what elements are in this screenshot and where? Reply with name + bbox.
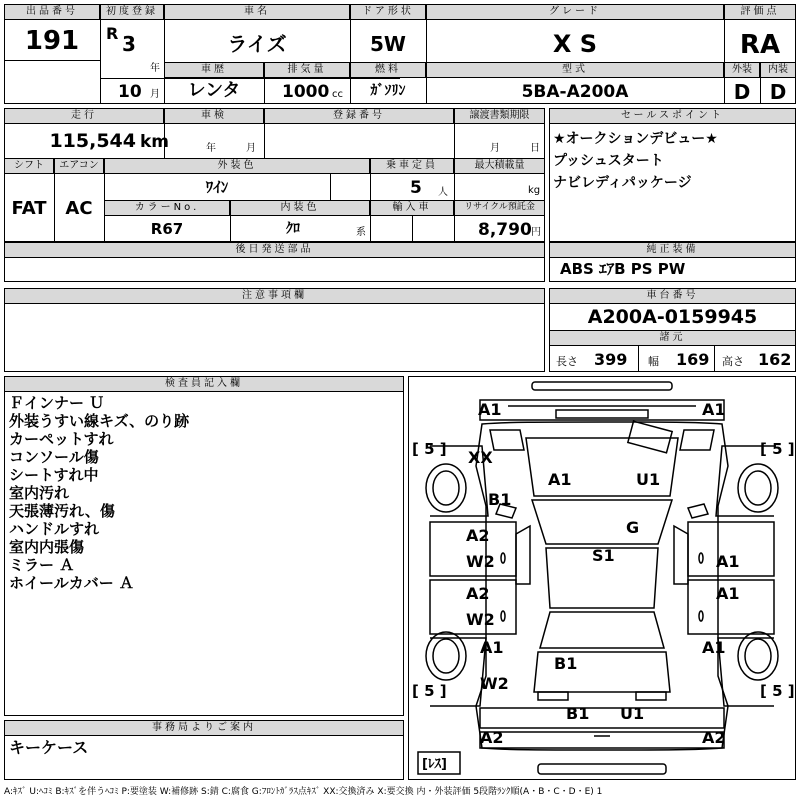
int-header: 内装 [760, 62, 796, 78]
reg-year: 3 [122, 32, 136, 56]
equipment-header: 純正装備 [549, 242, 796, 258]
width-value: 169 [676, 350, 710, 369]
later-parts-header: 後日発送部品 [4, 242, 545, 258]
history-value: レンタ [187, 80, 241, 101]
recycle-value: 8,790 [478, 220, 532, 240]
tire-rr: [ 5 ] [760, 682, 795, 700]
mark-front-right-door: A1 [716, 552, 740, 571]
car-diagram [408, 376, 796, 780]
inspector-note: 天張薄汚れ、傷 [9, 502, 115, 520]
disp-value: 1000 [282, 82, 330, 102]
mark-front-left-door-a: A2 [466, 526, 490, 545]
disp-unit: cc [332, 89, 343, 100]
mileage-value: 115,544 [49, 130, 136, 152]
seats-value: 5 [410, 178, 422, 198]
inspector-note: 外装うすい線キズ、のり跡 [9, 412, 190, 430]
mileage-header: 走行 [4, 108, 164, 124]
notes-header: 注意事項欄 [4, 288, 545, 304]
int-value: D [769, 80, 787, 104]
doors-header: ドア形状 [350, 4, 426, 20]
inspector-note: Ｆインナー Ｕ [9, 394, 105, 412]
int-color-unit: 系 [356, 227, 366, 238]
mark-rear-bumper-right: A2 [702, 728, 726, 747]
doors-value: 5W [370, 32, 406, 56]
int-color-value: ｸﾛ [286, 221, 300, 237]
model-value: 5BA-A200A [521, 82, 629, 102]
equipment-value: ABS ｴｱB PS PW [560, 260, 686, 278]
shift-value: FAT [11, 198, 47, 219]
ext-color-header: 外装色 [104, 158, 370, 174]
ac-value: AC [65, 198, 93, 219]
transfer-header: 譲渡書類期限 [454, 108, 545, 124]
era-label: R [106, 24, 119, 43]
recycle-unit: 円 [531, 227, 541, 238]
height-label: 高さ [722, 355, 744, 368]
grade-value: X S [552, 30, 598, 58]
inspector-header: 検査員記入欄 [4, 376, 404, 392]
inspector-note: ミラー Ａ [9, 556, 75, 574]
year-unit: 年 [150, 63, 160, 74]
inspector-note: 室内内張傷 [9, 538, 85, 556]
inspector-note: コンソール傷 [9, 448, 99, 466]
car-name: ライズ [227, 32, 287, 56]
ext-value: D [733, 80, 751, 104]
lot-header: 出品番号 [4, 4, 100, 20]
fuel-header: 燃料 [350, 62, 426, 78]
sales-point-3: ナビレディパッケージ [553, 175, 692, 191]
transfer-month-unit: 月 [490, 143, 500, 154]
max-load-header: 最大積載量 [454, 158, 545, 174]
inspector-note: カーペットすれ [9, 430, 114, 448]
mark-roof: S1 [592, 546, 615, 565]
mark-rear-right: U1 [620, 704, 645, 723]
inspector-note: ハンドルすれ [9, 520, 100, 538]
seats-unit: 人 [438, 187, 448, 198]
max-load-unit: kg [528, 185, 541, 196]
insp-year-unit: 年 [206, 143, 216, 154]
mark-rear-bumper-left: A2 [480, 728, 504, 747]
mark-front-left-door-w: W2 [466, 552, 495, 571]
damage-legend: A:ｷｽﾞ U:ﾍｺﾐ B:ｷｽﾞを伴うﾍｺﾐ P:要塗装 W:補修跡 S:錆 C:腐食 G:ﾌﾛﾝﾄｶﾞﾗｽ点ｷｽﾞ XX:交換済み X:要交換 内・外装評価 5段階ﾗﾝｸ順(A・B・C・D・E) 1 [4, 787, 603, 797]
mark-rear-left: B1 [566, 704, 590, 723]
ext-header: 外装 [724, 62, 760, 78]
height-value: 162 [758, 350, 792, 369]
sales-points-header: セールスポイント [549, 108, 796, 124]
score-header: 評価点 [724, 4, 796, 20]
inspector-note: シートすれ中 [9, 466, 99, 484]
tire-fl: [ 5 ] [412, 440, 447, 458]
mileage-unit: km [140, 132, 170, 152]
inspector-note: ホイールカバー Ａ [9, 574, 134, 592]
mark-front-fender-xx: XX [468, 448, 493, 467]
disp-header: 排気量 [264, 62, 350, 78]
ext-color-value: ﾜｲﾝ [205, 178, 229, 196]
office-value: キーケース [9, 738, 89, 757]
import-header: 輸入車 [370, 200, 454, 216]
lot-number: 191 [24, 26, 80, 56]
sales-point-2: プッシュスタート [553, 153, 664, 169]
mark-rear-right-door: A1 [716, 584, 740, 603]
mark-rear-right-quarter: A1 [702, 638, 726, 657]
reg-no-header: 登録番号 [264, 108, 454, 124]
transfer-day-unit: 日 [530, 143, 540, 154]
color-no-value: R67 [150, 220, 184, 238]
mark-rear-left-quarter-a: A1 [480, 638, 504, 657]
tire-fr: [ 5 ] [760, 440, 795, 458]
grade-header: グレード [426, 4, 724, 20]
length-value: 399 [594, 350, 628, 369]
shift-header: シフト [4, 158, 54, 174]
recycle-header: リサイクル預託金 [454, 200, 545, 216]
mark-hood-left: A1 [548, 470, 572, 489]
inspector-note: 室内汚れ [9, 484, 70, 502]
score-value: RA [739, 30, 781, 60]
chassis-value: A200A-0159945 [587, 306, 758, 328]
model-header: 型式 [426, 62, 724, 78]
chassis-header: 車台番号 [549, 288, 796, 304]
mark-rear-left-door-a: A2 [466, 584, 490, 603]
mark-windshield: G [626, 518, 640, 537]
tire-rl: [ 5 ] [412, 682, 447, 700]
first-reg-header: 初度登録 [100, 4, 164, 20]
mark-hood-right: U1 [636, 470, 661, 489]
spec-header: 諸元 [549, 330, 796, 346]
sales-point-1: ★オークションデビュー★ [553, 131, 718, 147]
color-no-header: カラーNo. [104, 200, 230, 216]
width-label: 幅 [648, 355, 659, 368]
mark-rear-left-quarter-w: W2 [480, 674, 509, 693]
ac-header: エアコン [54, 158, 104, 174]
spare-tire: [ﾚｽ] [422, 757, 447, 772]
mark-front-bumper-right: A1 [702, 400, 726, 419]
fuel-value: ｶﾞｿﾘﾝ [370, 83, 406, 99]
mark-trunk: B1 [554, 654, 578, 673]
office-header: 事務局よりご案内 [4, 720, 404, 736]
history-header: 車歴 [164, 62, 264, 78]
int-color-header: 内装色 [230, 200, 370, 216]
insp-month-unit: 月 [246, 143, 256, 154]
mark-front-bumper-left: A1 [478, 400, 502, 419]
reg-month: 10 [118, 82, 142, 102]
inspector-notes [9, 394, 189, 592]
seats-header: 乗車定員 [370, 158, 454, 174]
mark-rear-left-door-w: W2 [466, 610, 495, 629]
car-name-header: 車名 [164, 4, 350, 20]
length-label: 長さ [556, 355, 578, 368]
mark-front-fender-b1: B1 [488, 490, 512, 509]
month-unit: 月 [150, 89, 160, 100]
inspection-header: 車検 [164, 108, 264, 124]
